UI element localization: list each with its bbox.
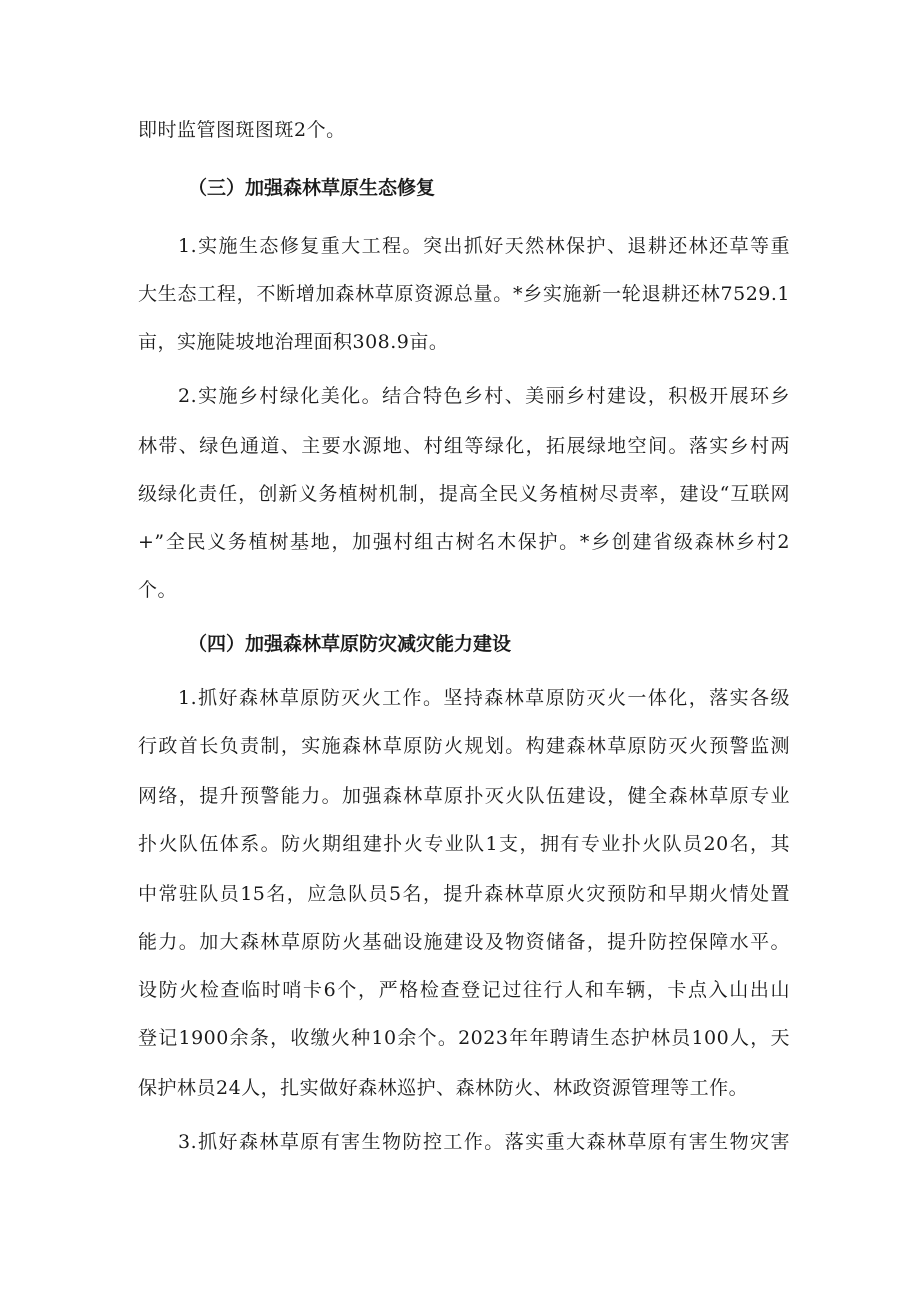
section3-para2-line-2: 林带、绿色通道、主要水源地、村组等绿化，拓展绿地空间。落实乡村两	[138, 435, 790, 457]
section4-para1-line-2: 行政首长负责制，实施森林草原防火规划。构建森林草原防灭火预警监测	[138, 735, 790, 757]
section4-para1-line-6: 能力。加大森林草原防火基础设施建设及物资储备，提升防控保障水平。	[138, 931, 790, 953]
section4-para1-line-8: 登记1900余条，收缴火种10余个。2023年年聘请生态护林员100人，天	[138, 1027, 790, 1049]
section3-para2-line-5: 个。	[138, 579, 178, 601]
section4-para1-line-1: 1.抓好森林草原防灭火工作。坚持森林草原防灭火一体化，落实各级	[178, 687, 790, 709]
section3-heading: （三）加强森林草原生态修复	[188, 177, 436, 199]
section3-para1-line-2: 大生态工程，不断增加森林草原资源总量。*乡实施新一轮退耕还林7529.1	[138, 283, 790, 305]
section4-para1-line-4: 扑火队伍体系。防火期组建扑火专业队1支，拥有专业扑火队员20名，其	[138, 833, 790, 855]
section4-para1-line-3: 网络，提升预警能力。加强森林草原扑灭火队伍建设，健全森林草原专业	[138, 785, 790, 807]
section3-para1-line-1: 1.实施生态修复重大工程。突出抓好天然林保护、退耕还林还草等重	[178, 235, 790, 257]
section4-para1-line-7: 设防火检查临时哨卡6个，严格检查登记过往行人和车辆，卡点入山出山	[138, 979, 790, 1001]
section3-para2-line-3: 级绿化责任，创新义务植树机制，提高全民义务植树尽责率，建设“互联网	[138, 483, 790, 505]
section3-para2-line-1: 2.实施乡村绿化美化。结合特色乡村、美丽乡村建设，积极开展环乡	[178, 385, 790, 407]
section3-para2-line-4: +”全民义务植树基地，加强村组古树名木保护。*乡创建省级森林乡村2	[138, 531, 790, 553]
section4-para1-line-5: 中常驻队员15名，应急队员5名，提升森林草原火灾预防和早期火情处置	[138, 883, 790, 905]
section3-para1-line-3: 亩，实施陡坡地治理面积308.9亩。	[138, 331, 449, 353]
section4-para1-line-9: 保护林员24人，扎实做好森林巡护、森林防火、林政资源管理等工作。	[138, 1077, 749, 1099]
section4-heading: （四）加强森林草原防灾减灾能力建设	[188, 633, 512, 655]
intro-line-1: 即时监管图斑图斑2个。	[138, 119, 346, 141]
section4-para3-line-1: 3.抓好森林草原有害生物防控工作。落实重大森林草原有害生物灾害	[178, 1131, 790, 1153]
